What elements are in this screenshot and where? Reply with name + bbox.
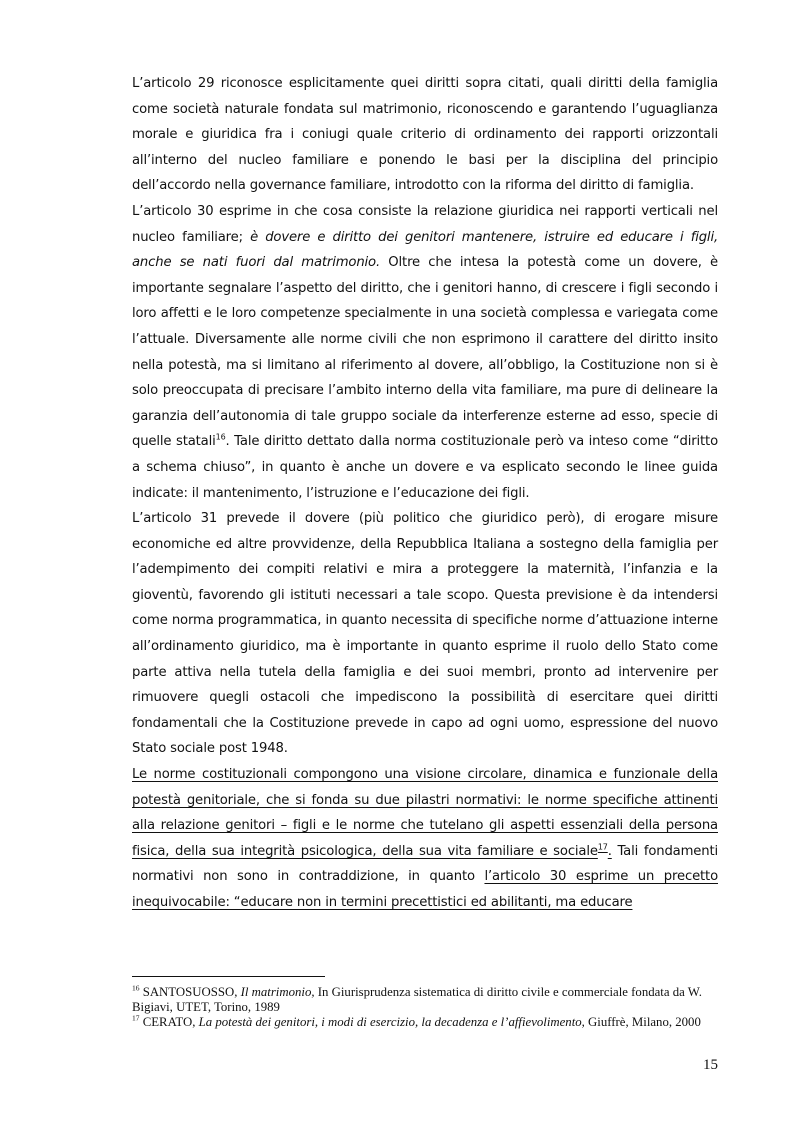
body-text [132,71,718,916]
footnote-text: SANTOSUOSSO, [139,985,241,999]
paragraph-text: . Tale diritto dettato dalla norma costituzionale però va inteso come “diritto a schema chiuso”, in quanto è anche un dovere e va esplicato secondo le linee guida indicate: il mantenimento, l’istruzione e l’educazione dei figli. [132,434,718,501]
underlined-text: . [607,843,612,859]
paragraph-articolo-29 [132,71,718,199]
paragraph-norme-costituzionali [132,762,718,916]
underlined-text: l’articolo 30 esprime un precetto inequivocabile: “educare non in termini precettistici ed abilitanti, ma educare [132,869,718,910]
paragraph-text: Tali fondamenti normativi non sono in contraddizione, in quanto [132,843,719,885]
footnote-title: Il matrimonio, [240,985,315,999]
footnote-ref-17: 17 [597,842,608,852]
footnote-ref-16: 16 [215,432,226,442]
footnote-text: CERATO, [139,1015,199,1029]
footnote-number: 16 [132,983,140,993]
footnote-text: In Giurisprudenza sistematica di diritto civile e commerciale fondata da W. Bigiavi, UTET, Torino, 1989 [132,985,702,1014]
footnote-16 [132,985,718,1015]
italic-quote: è dovere e diritto dei genitori mantenere, istruire ed educare i figli, anche se nati fuori dal matrimonio. [132,229,718,271]
underlined-text: Le norme costituzionali compongono una visione circolare, dinamica e funzionale della potestà genitoriale, che si fonda su due pilastri normativi: le norme specifiche attinenti alla relazione genitori – figli e le norme che tutelano gli aspetti essenziali della persona fisica, della sua integrità psicologica, della sua vita familiare e sociale [132,767,718,859]
page-number: 15 [703,1057,718,1073]
footnote-title: La potestà dei genitori, i modi di esercizio, la decadenza e l’affievolimento, [198,1015,585,1029]
paragraph-articolo-31 [132,506,718,762]
paragraph-text: L’articolo 31 prevede il dovere (più politico che giuridico però), di erogare misure economiche ed altre provvidenze, della Repubblica Italiana a sostegno della famiglia per l’adempimento dei compiti relativi e mira a proteggere la maternità, l’infanzia e la gioventù, favorendo gli istituti necessari a tale scopo. Questa previsione è da intendersi come norma programmatica, in quanto necessita di specifiche norme d’attuazione interne all’ordinamento giuridico, ma è importante in quanto esprime il ruolo dello Stato come parte attiva nella tutela della famiglia e dei suoi membri, pronto ad intervenire per rimuovere quegli ostacoli che impediscono la possibilità di esercitare quei diritti fondamentali che la Costituzione prevede in capo ad ogni uomo, espressione del nuovo Stato sociale post 1948. [132,511,718,757]
footnote-text: Giuffrè, Milano, 2000 [584,1015,701,1029]
paragraph-text: L’articolo 29 riconosce esplicitamente quei diritti sopra citati, quali diritti della famiglia come società naturale fondata sul matrimonio, riconoscendo e garantendo l’uguaglianza morale e giuridica fra i coniugi quale criterio di ordinamento dei rapporti orizzontali all’interno del nucleo familiare e ponendo le basi per la disciplina del principio dell’accordo nella governance familiare, introdotto con la riforma del diritto di famiglia. [132,76,718,194]
footnotes [132,985,718,1030]
footnote-number: 17 [132,1013,140,1023]
footnote-separator [132,976,325,977]
footnote-17 [132,1015,718,1030]
paragraph-articolo-30 [132,199,718,506]
paragraph-text: Oltre che intesa la potestà come un dovere, è importante segnalare l’aspetto del diritto, che i genitori hanno, di crescere i figli secondo i loro affetti e le loro competenze specialmente in una società complessa e variegata come l’attuale. Diversamente alle norme civili che non esprimono il carattere del diritto insito nella potestà, ma si limitano al riferimento al dovere, all’obbligo, la Costituzione non si è solo preoccupata di precisare l’ambito interno della vita familiare, ma pure di delineare la garanzia dell’autonomia di tale gruppo sociale da interferenze esterne ad esso, specie di quelle statali [132,255,718,450]
paragraph-text: L’articolo 30 esprime in che cosa consiste la relazione giuridica nei rapporti verticali nel nucleo familiare; [132,203,718,245]
